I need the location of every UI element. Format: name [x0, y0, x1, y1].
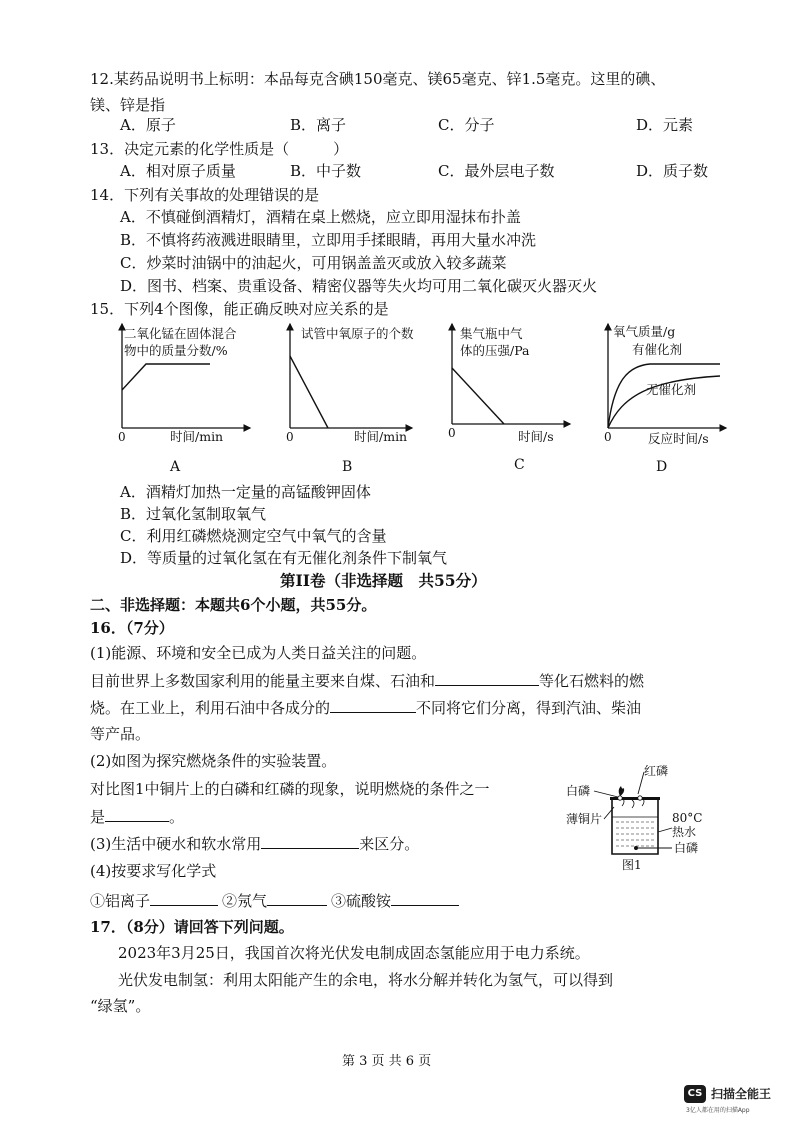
q16-blank-neon[interactable]	[267, 891, 327, 906]
graph-c-ylabel-2: 体的压强/Pa	[460, 343, 530, 358]
graph-a-ylabel-1: 二氧化锰在固体混合	[124, 326, 237, 341]
section-intro: 二、非选择题：本题共6个小题，共55分。	[90, 596, 377, 614]
graph-d-origin: 0	[604, 430, 612, 444]
q12-stem-line1: 12.某药品说明书上标明：本品每克含碘150毫克、镁65毫克、锌1.5毫克。这里的碘、	[90, 70, 666, 88]
section-title: 第II卷（非选择题 共55分）	[280, 571, 487, 590]
graph-a-ylabel-2: 物中的质量分数/%	[124, 343, 228, 358]
fig1-white-p-bottom-label: 白磷	[674, 841, 699, 855]
q16-p4: (4)按要求写化学式	[90, 862, 217, 880]
q15-option-d: D．等质量的过氧化氢在有无催化剂条件下制氧气	[120, 549, 448, 567]
q16-p2: (2)如图为探究燃烧条件的实验装置。	[90, 752, 337, 770]
q16-blank-ammonium-sulfate[interactable]	[391, 891, 459, 906]
q16-p3-b: 来区分。	[359, 835, 420, 853]
graph-d-ylabel: 氧气质量/g	[613, 324, 676, 339]
q17-head: 17．（8分）请回答下列问题。	[90, 918, 294, 936]
graph-d	[604, 324, 726, 475]
q16-p1-line1-a: 目前世界上多数国家利用的能量主要来自煤、石油和	[90, 672, 436, 690]
graph-b-curve	[290, 356, 328, 428]
q14-option-d: D．图书、档案、贵重设备、精密仪器等失火均可用二氧化碳灭火器灭火	[120, 277, 598, 295]
q16-p1-line1	[90, 671, 644, 690]
fig1-flame-icon	[619, 786, 624, 796]
q16-p4-items	[90, 891, 459, 910]
q13-stem	[90, 140, 348, 158]
q16-p2-line2-b: 。	[169, 808, 185, 826]
q16-blank-al-ion[interactable]	[150, 891, 218, 906]
graph-a-curve	[122, 364, 210, 390]
page-number: 第 3 页 共 6 页	[342, 1054, 432, 1069]
q16-p2-line1: 对比图1中铜片上的白磷和红磷的现象，说明燃烧的条件之一	[90, 780, 490, 798]
q16-p2-line2-a: 是	[90, 808, 106, 826]
q15-stem: 15．下列4个图像，能正确反映对应关系的是	[90, 300, 389, 318]
graph-c-letter: C	[514, 457, 525, 473]
q17-line3: “绿氢”。	[90, 997, 151, 1015]
graph-d-curve1-label: 有催化剂	[632, 342, 683, 357]
q13-option-b: B．中子数	[290, 162, 362, 180]
q16-p4-item-3: ③硫酸铵	[331, 892, 392, 910]
graph-d-xlabel: 反应时间/s	[648, 431, 709, 446]
q16-p1: (1)能源、环境和安全已成为人类日益关注的问题。	[90, 644, 427, 662]
q15-graphs	[110, 318, 750, 480]
graph-d-letter: D	[656, 459, 668, 475]
q12-option-c: C．分子	[438, 116, 495, 134]
fig1-copper-label: 薄铜片	[566, 812, 603, 826]
q13-option-c: C．最外层电子数	[438, 162, 555, 180]
graph-b-xlabel: 时间/min	[354, 429, 408, 444]
q15-option-b: B．过氧化氢制取氧气	[120, 505, 267, 523]
q14-option-c: C．炒菜时油锅中的油起火，可用锅盖盖灭或放入较多蔬菜	[120, 254, 507, 272]
q16-figure1	[566, 762, 716, 874]
q13-stem-end: ）	[333, 140, 349, 158]
fig1-red-p-label: 红磷	[644, 764, 669, 778]
q16-p1-line2-a: 烧。在工业上，利用石油中各成分的	[90, 699, 331, 717]
q16-p4-item-1: ①铝离子	[90, 892, 151, 910]
q12-option-a: A．原子	[120, 116, 176, 134]
q15-option-a: A．酒精灯加热一定量的高锰酸钾固体	[120, 483, 371, 501]
q16-head: 16．（7分）	[90, 619, 174, 637]
q13-option-a: A．相对原子质量	[120, 162, 236, 180]
q14-option-b: B．不慎将药液溅进眼睛里，立即用手揉眼睛，再用大量水冲洗	[120, 231, 537, 249]
logo-name: 扫描全能王	[711, 1087, 772, 1101]
q13-stem-text: 13．决定元素的化学性质是（	[90, 140, 290, 158]
q16-p1-line1-b: 等化石燃料的燃	[539, 672, 645, 690]
graph-b-ylabel: 试管中氧原子的个数	[301, 326, 414, 341]
q13-option-d: D．质子数	[636, 162, 709, 180]
q17-line1: 2023年3月25日，我国首次将光伏发电制成固态氢能应用于电力系统。	[118, 944, 590, 962]
logo-subtitle: 3亿人都在用的扫描App	[686, 1107, 750, 1114]
q14-option-a: A．不慎碰倒酒精灯，酒精在桌上燃烧，应立即用湿抹布扑盖	[120, 208, 521, 226]
graph-a-letter: A	[170, 459, 181, 475]
q17-line2: 光伏发电制氢：利用太阳能产生的余电，将水分解并转化为氢气，可以得到	[118, 971, 614, 989]
graph-b	[286, 324, 414, 475]
q16-p1-line3: 等产品。	[90, 725, 151, 743]
q16-blank-condition[interactable]	[105, 807, 169, 822]
q16-p1-line2-b: 不同将它们分离，得到汽油、柴油	[416, 699, 642, 717]
q16-blank-property[interactable]	[330, 698, 416, 713]
q16-p3	[90, 834, 419, 853]
graph-a	[118, 324, 250, 475]
fig1-white-p-top-label: 白磷	[566, 784, 591, 798]
q16-p4-item-2: ②氖气	[222, 892, 268, 910]
fig1-water-label: 热水	[672, 825, 697, 839]
fig1-temp-label: 80°C	[672, 811, 703, 825]
graph-c-xlabel: 时间/s	[518, 429, 554, 444]
q12-option-d: D．元素	[636, 116, 694, 134]
graph-d-curve2-label: 无催化剂	[646, 382, 697, 397]
q16-p1-line2	[90, 698, 641, 717]
fig1-caption: 图1	[622, 858, 642, 872]
graph-c	[448, 324, 570, 473]
q15-option-c: C．利用红磷燃烧测定空气中氧气的含量	[120, 527, 387, 545]
cs-logo-icon: CS	[684, 1085, 706, 1103]
graph-c-origin: 0	[448, 426, 456, 440]
q12-stem-line2: 镁、锌是指	[90, 96, 166, 114]
q12-option-b: B．离子	[290, 116, 347, 134]
q14-stem: 14．下列有关事故的处理错误的是	[90, 186, 320, 204]
q16-blank-fuel[interactable]	[435, 671, 539, 686]
q16-p3-a: (3)生活中硬水和软水常用	[90, 835, 262, 853]
q16-blank-water[interactable]	[261, 834, 359, 849]
graph-a-xlabel: 时间/min	[170, 429, 224, 444]
q16-p2-line2	[90, 807, 184, 826]
graph-c-ylabel-1: 集气瓶中气	[460, 326, 523, 341]
scanner-logo	[684, 1083, 788, 1119]
graph-a-origin: 0	[118, 430, 126, 444]
graph-c-curve	[452, 368, 504, 424]
graph-b-letter: B	[342, 459, 353, 475]
graph-b-origin: 0	[286, 430, 294, 444]
